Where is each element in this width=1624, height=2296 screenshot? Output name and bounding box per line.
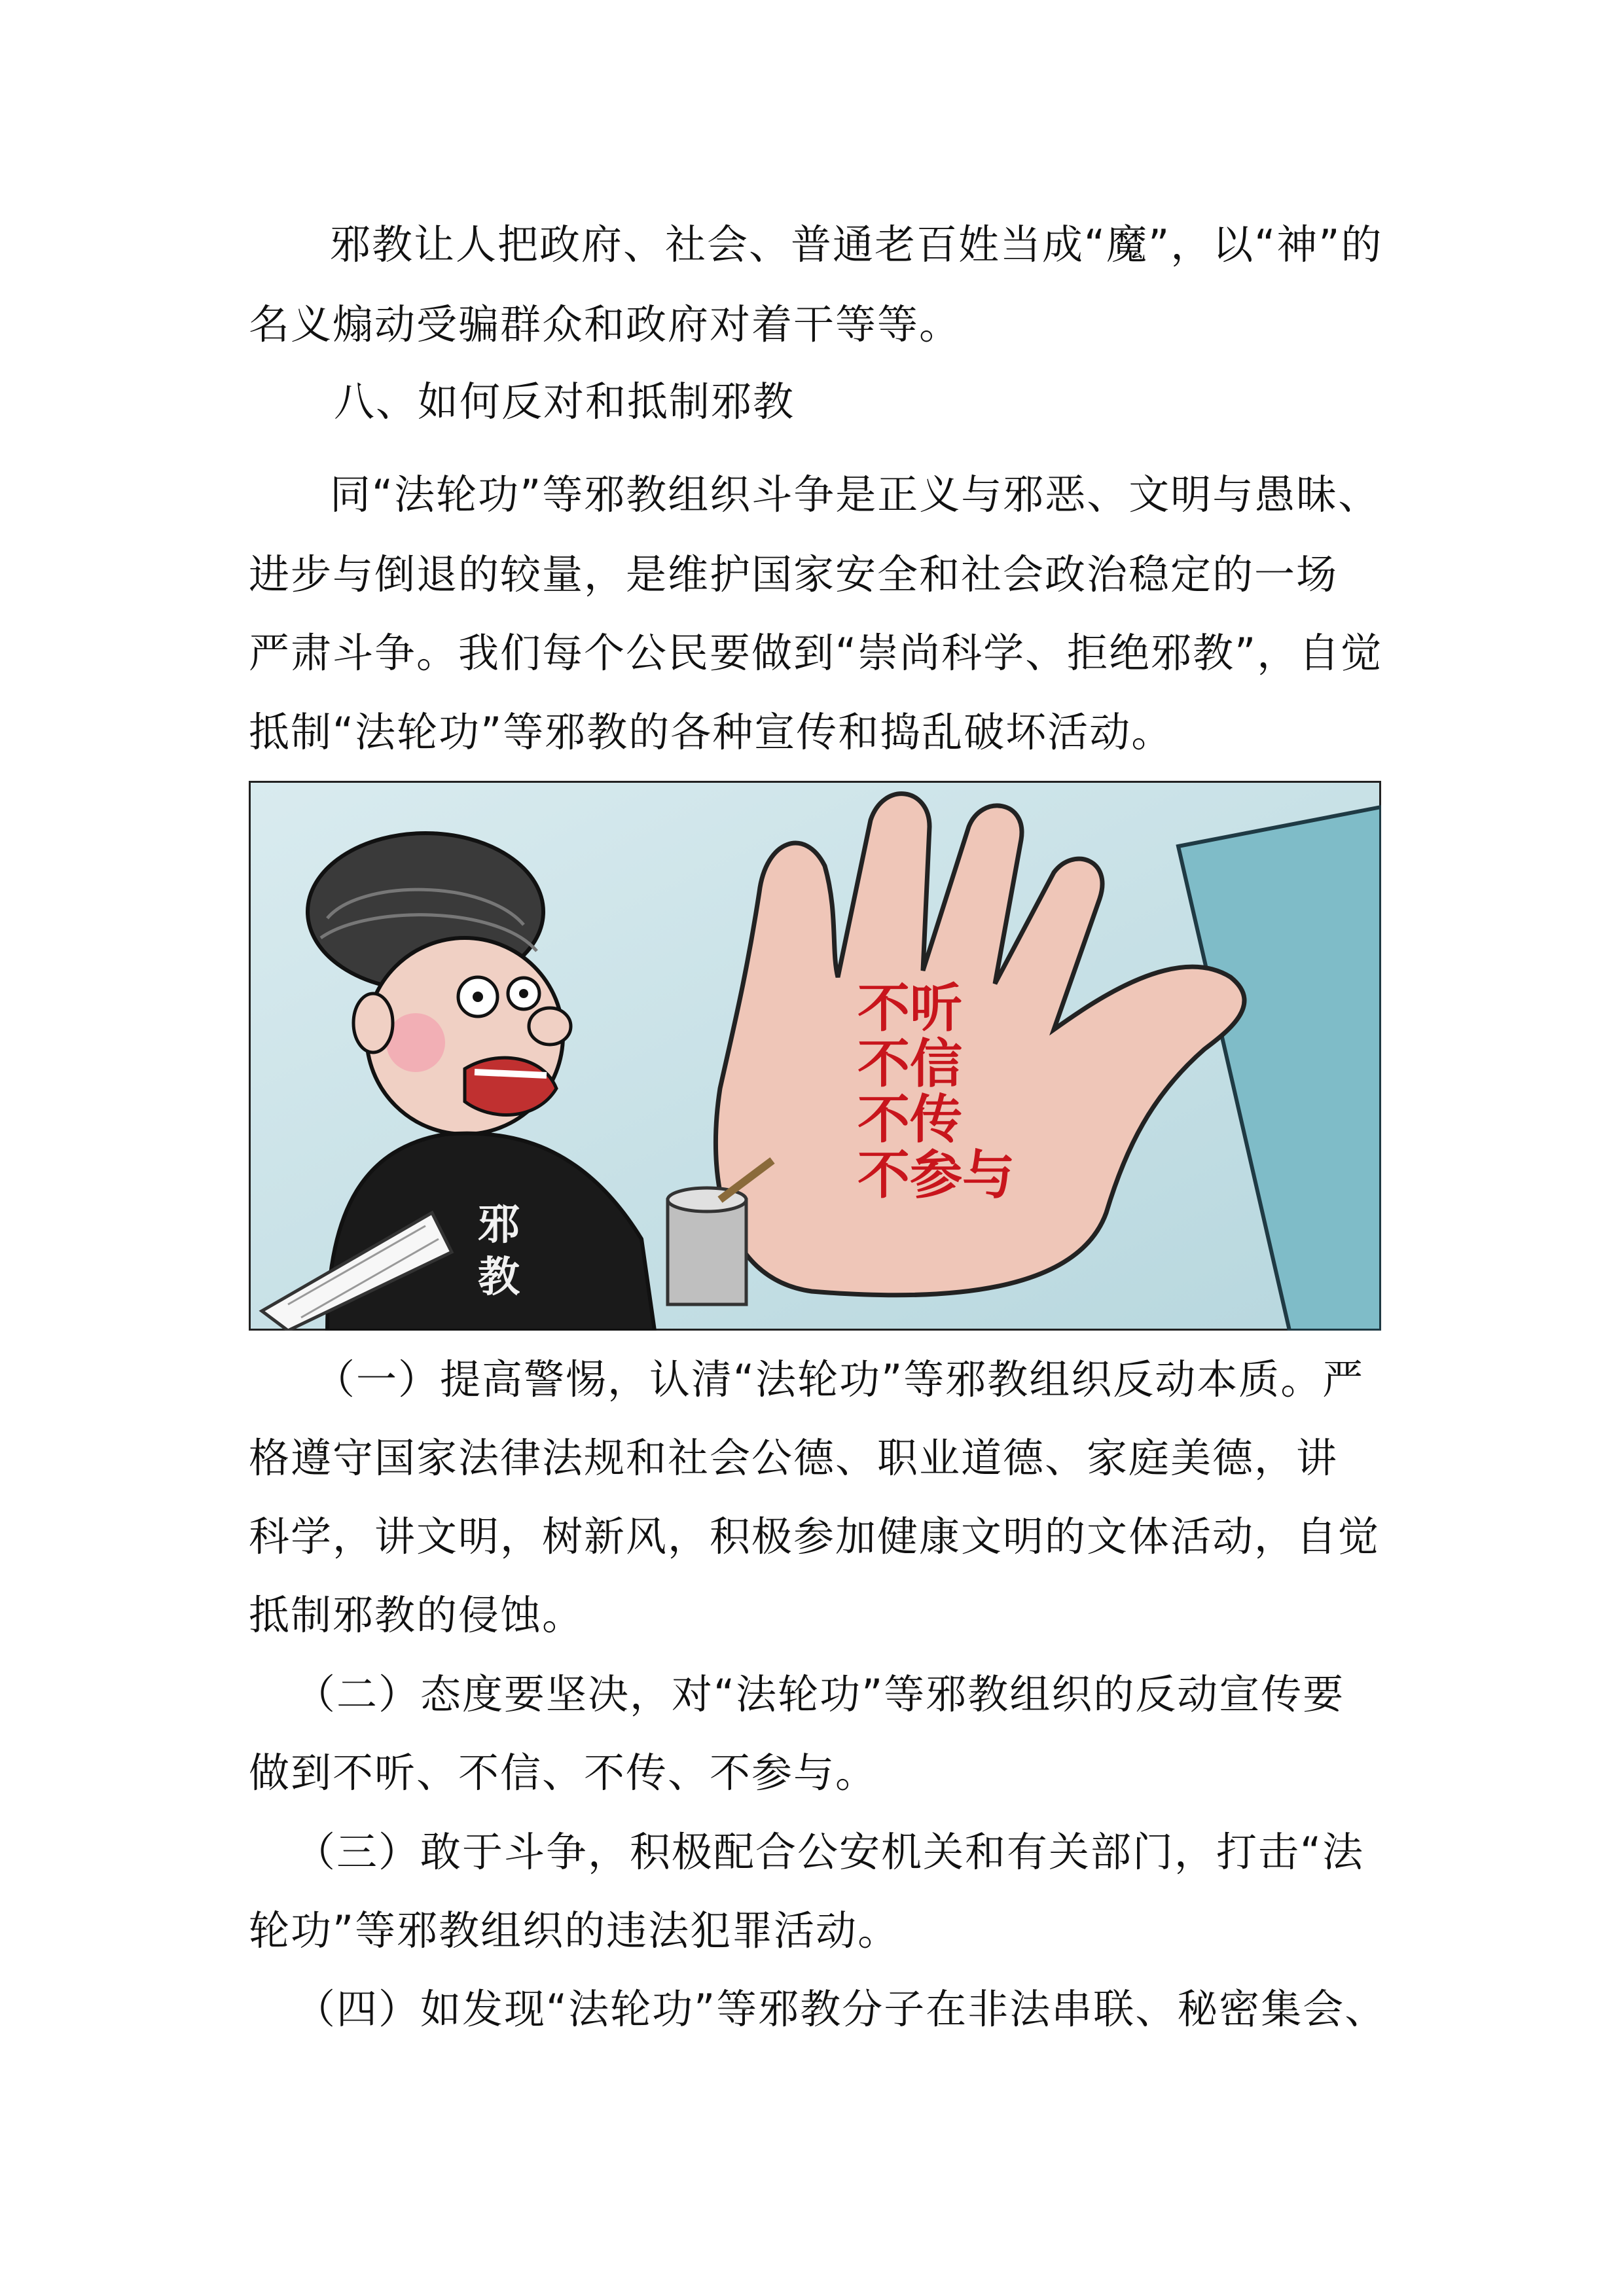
paragraph-line: 严肃斗争。我们每个公民要做到“崇尚科学、拒绝邪教”，自觉 <box>249 629 1383 677</box>
cartoon-svg <box>249 781 1381 1331</box>
palm-text-line-2: 不信 <box>857 1033 962 1094</box>
paragraph-line: （四）如发现“法轮功”等邪教分子在非法串联、秘密集会、 <box>295 1985 1387 2033</box>
paragraph-line: 轮功”等邪教组织的违法犯罪活动。 <box>249 1907 900 1954</box>
paragraph-line: 做到不听、不信、不传、不参与。 <box>249 1749 878 1797</box>
shirt-text-line-2: 教 <box>478 1253 520 1302</box>
palm-text-line-3: 不传 <box>857 1089 962 1150</box>
section-heading: 八、如何反对和抵制邪教 <box>334 378 795 425</box>
paragraph-line: 邪教让人把政府、社会、普通老百姓当成“魔”，以“神”的 <box>330 221 1383 268</box>
cartoon-illustration <box>249 781 1381 1331</box>
paragraph-line: 名义煽动受骗群众和政府对着干等等。 <box>249 300 962 348</box>
paragraph-line: 同“法轮功”等邪教组织斗争是正义与邪恶、文明与愚昧、 <box>330 471 1380 518</box>
palm-text-line-1: 不听 <box>857 978 962 1039</box>
paragraph-line: 格遵守国家法律法规和社会公德、职业道德、家庭美德，讲 <box>249 1434 1339 1482</box>
paragraph-line: 抵制邪教的侵蚀。 <box>249 1591 585 1639</box>
paragraph-line: 抵制“法轮功”等邪教的各种宣传和捣乱破坏活动。 <box>249 708 1174 756</box>
paragraph-line: （二）态度要坚决，对“法轮功”等邪教组织的反动宣传要 <box>295 1670 1345 1718</box>
shirt-text-line-1: 邪 <box>478 1201 520 1249</box>
paragraph-line: （一）提高警惕，认清“法轮功”等邪教组织反动本质。严 <box>314 1355 1365 1403</box>
paragraph-line: 进步与倒退的较量，是维护国家安全和社会政治稳定的一场 <box>249 550 1339 598</box>
paragraph-line: （三）敢于斗争，积极配合公安机关和有关部门，打击“法 <box>295 1828 1365 1876</box>
paragraph-line: 科学，讲文明，树新风，积极参加健康文明的文体活动，自觉 <box>249 1513 1380 1560</box>
palm-text-line-4: 不参与 <box>857 1145 1015 1206</box>
